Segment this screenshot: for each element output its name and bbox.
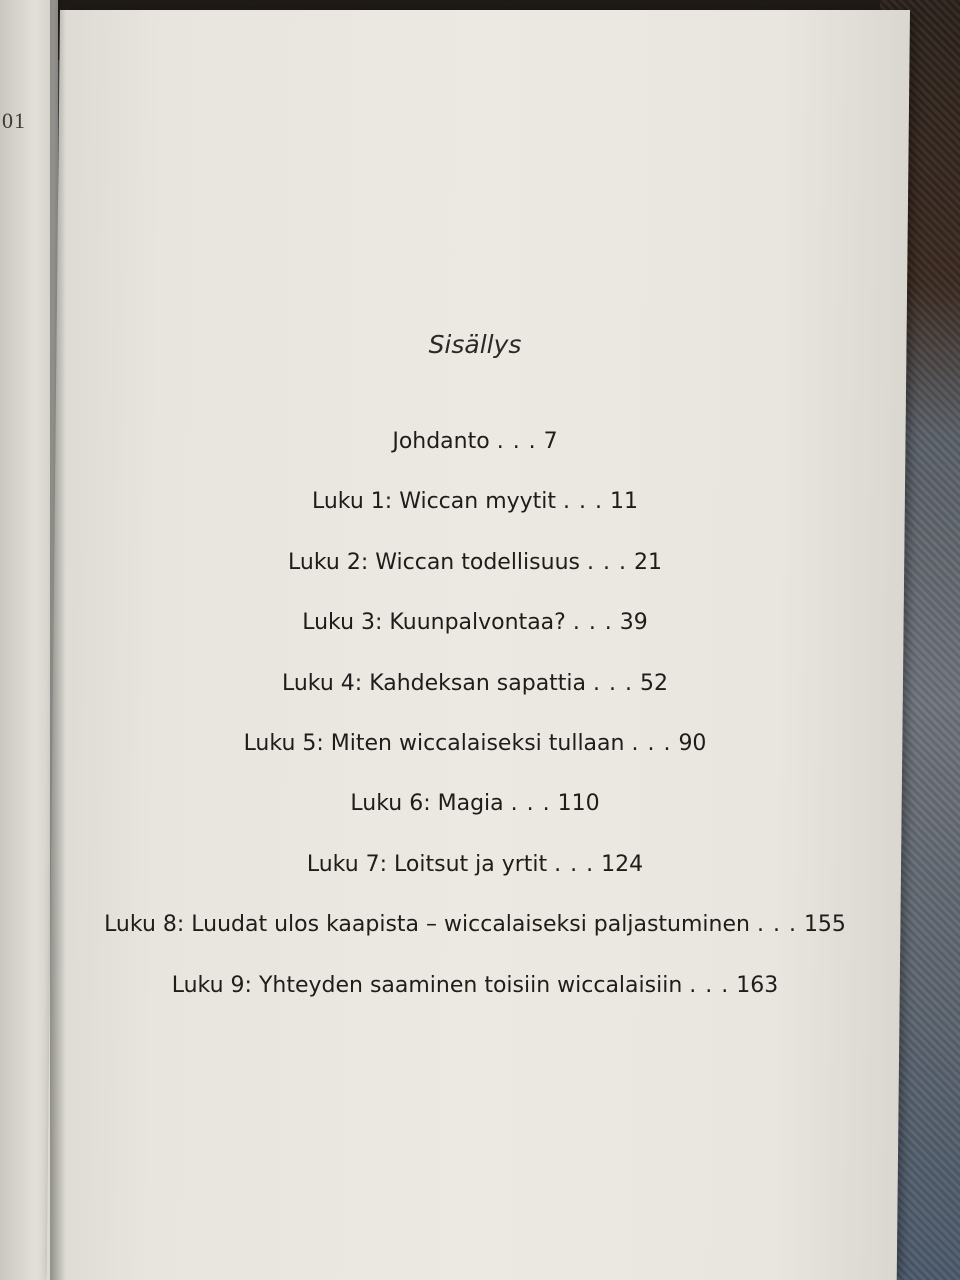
toc-entry-separator: . . . bbox=[496, 429, 537, 454]
toc-entry bbox=[60, 726, 890, 786]
toc-entry-separator: . . . bbox=[631, 730, 672, 756]
toc-entry-separator: . . . bbox=[586, 549, 627, 575]
toc-entry bbox=[60, 968, 890, 1028]
toc-entry-page: 21 bbox=[633, 549, 662, 575]
toc-entry bbox=[60, 907, 890, 967]
toc-list bbox=[60, 424, 890, 1028]
toc-entry bbox=[60, 847, 890, 907]
toc-entry-label: Luku 8: Luudat ulos kaapista – wiccalaiseksi paljastuminen bbox=[104, 912, 750, 938]
toc-entry bbox=[60, 545, 890, 605]
toc-entry-separator: . . . bbox=[756, 912, 797, 938]
toc-entry-separator: . . . bbox=[572, 610, 613, 636]
toc-entry-label: Johdanto bbox=[392, 429, 490, 454]
toc-entry-page: 11 bbox=[610, 489, 638, 515]
toc-entry bbox=[60, 424, 890, 484]
table-of-contents bbox=[60, 0, 890, 1280]
toc-entry bbox=[60, 484, 890, 544]
toc-entry-separator: . . . bbox=[689, 972, 730, 998]
toc-entry-label: Luku 4: Kahdeksan sapattia bbox=[281, 670, 587, 696]
toc-title: Sisällys bbox=[428, 330, 522, 359]
toc-entry-label: Luku 1: Wiccan myytit bbox=[311, 489, 557, 515]
toc-entry-separator: . . . bbox=[563, 489, 603, 515]
toc-entry-label: Luku 2: Wiccan todellisuus bbox=[288, 549, 580, 575]
toc-entry-label: Luku 3: Kuunpalvontaa? bbox=[302, 610, 566, 636]
toc-entry-label: Luku 5: Miten wiccalaiseksi tullaan bbox=[243, 730, 625, 756]
toc-entry-page: 7 bbox=[543, 429, 558, 454]
toc-entry bbox=[60, 786, 890, 846]
toc-entry-label: Luku 7: Loitsut ja yrtit bbox=[306, 851, 548, 877]
toc-entry-page: 124 bbox=[601, 851, 644, 877]
toc-entry-page: 39 bbox=[619, 610, 648, 636]
toc-entry bbox=[60, 605, 890, 665]
toc-entry-separator: . . . bbox=[510, 791, 551, 817]
toc-entry-page: 163 bbox=[736, 972, 779, 998]
toc-entry-page: 110 bbox=[557, 791, 600, 817]
toc-entry-page: 155 bbox=[803, 912, 846, 938]
toc-entry-separator: . . . bbox=[554, 851, 595, 877]
toc-entry bbox=[60, 666, 890, 726]
toc-entry-separator: . . . bbox=[593, 670, 633, 696]
toc-entry-page: 90 bbox=[678, 730, 707, 756]
toc-entry-label: Luku 6: Magia bbox=[350, 791, 504, 817]
toc-entry-page: 52 bbox=[640, 670, 668, 696]
toc-entry-label: Luku 9: Yhteyden saaminen toisiin wiccalaisiin bbox=[171, 972, 683, 998]
facing-page-number: 01 bbox=[2, 108, 26, 133]
